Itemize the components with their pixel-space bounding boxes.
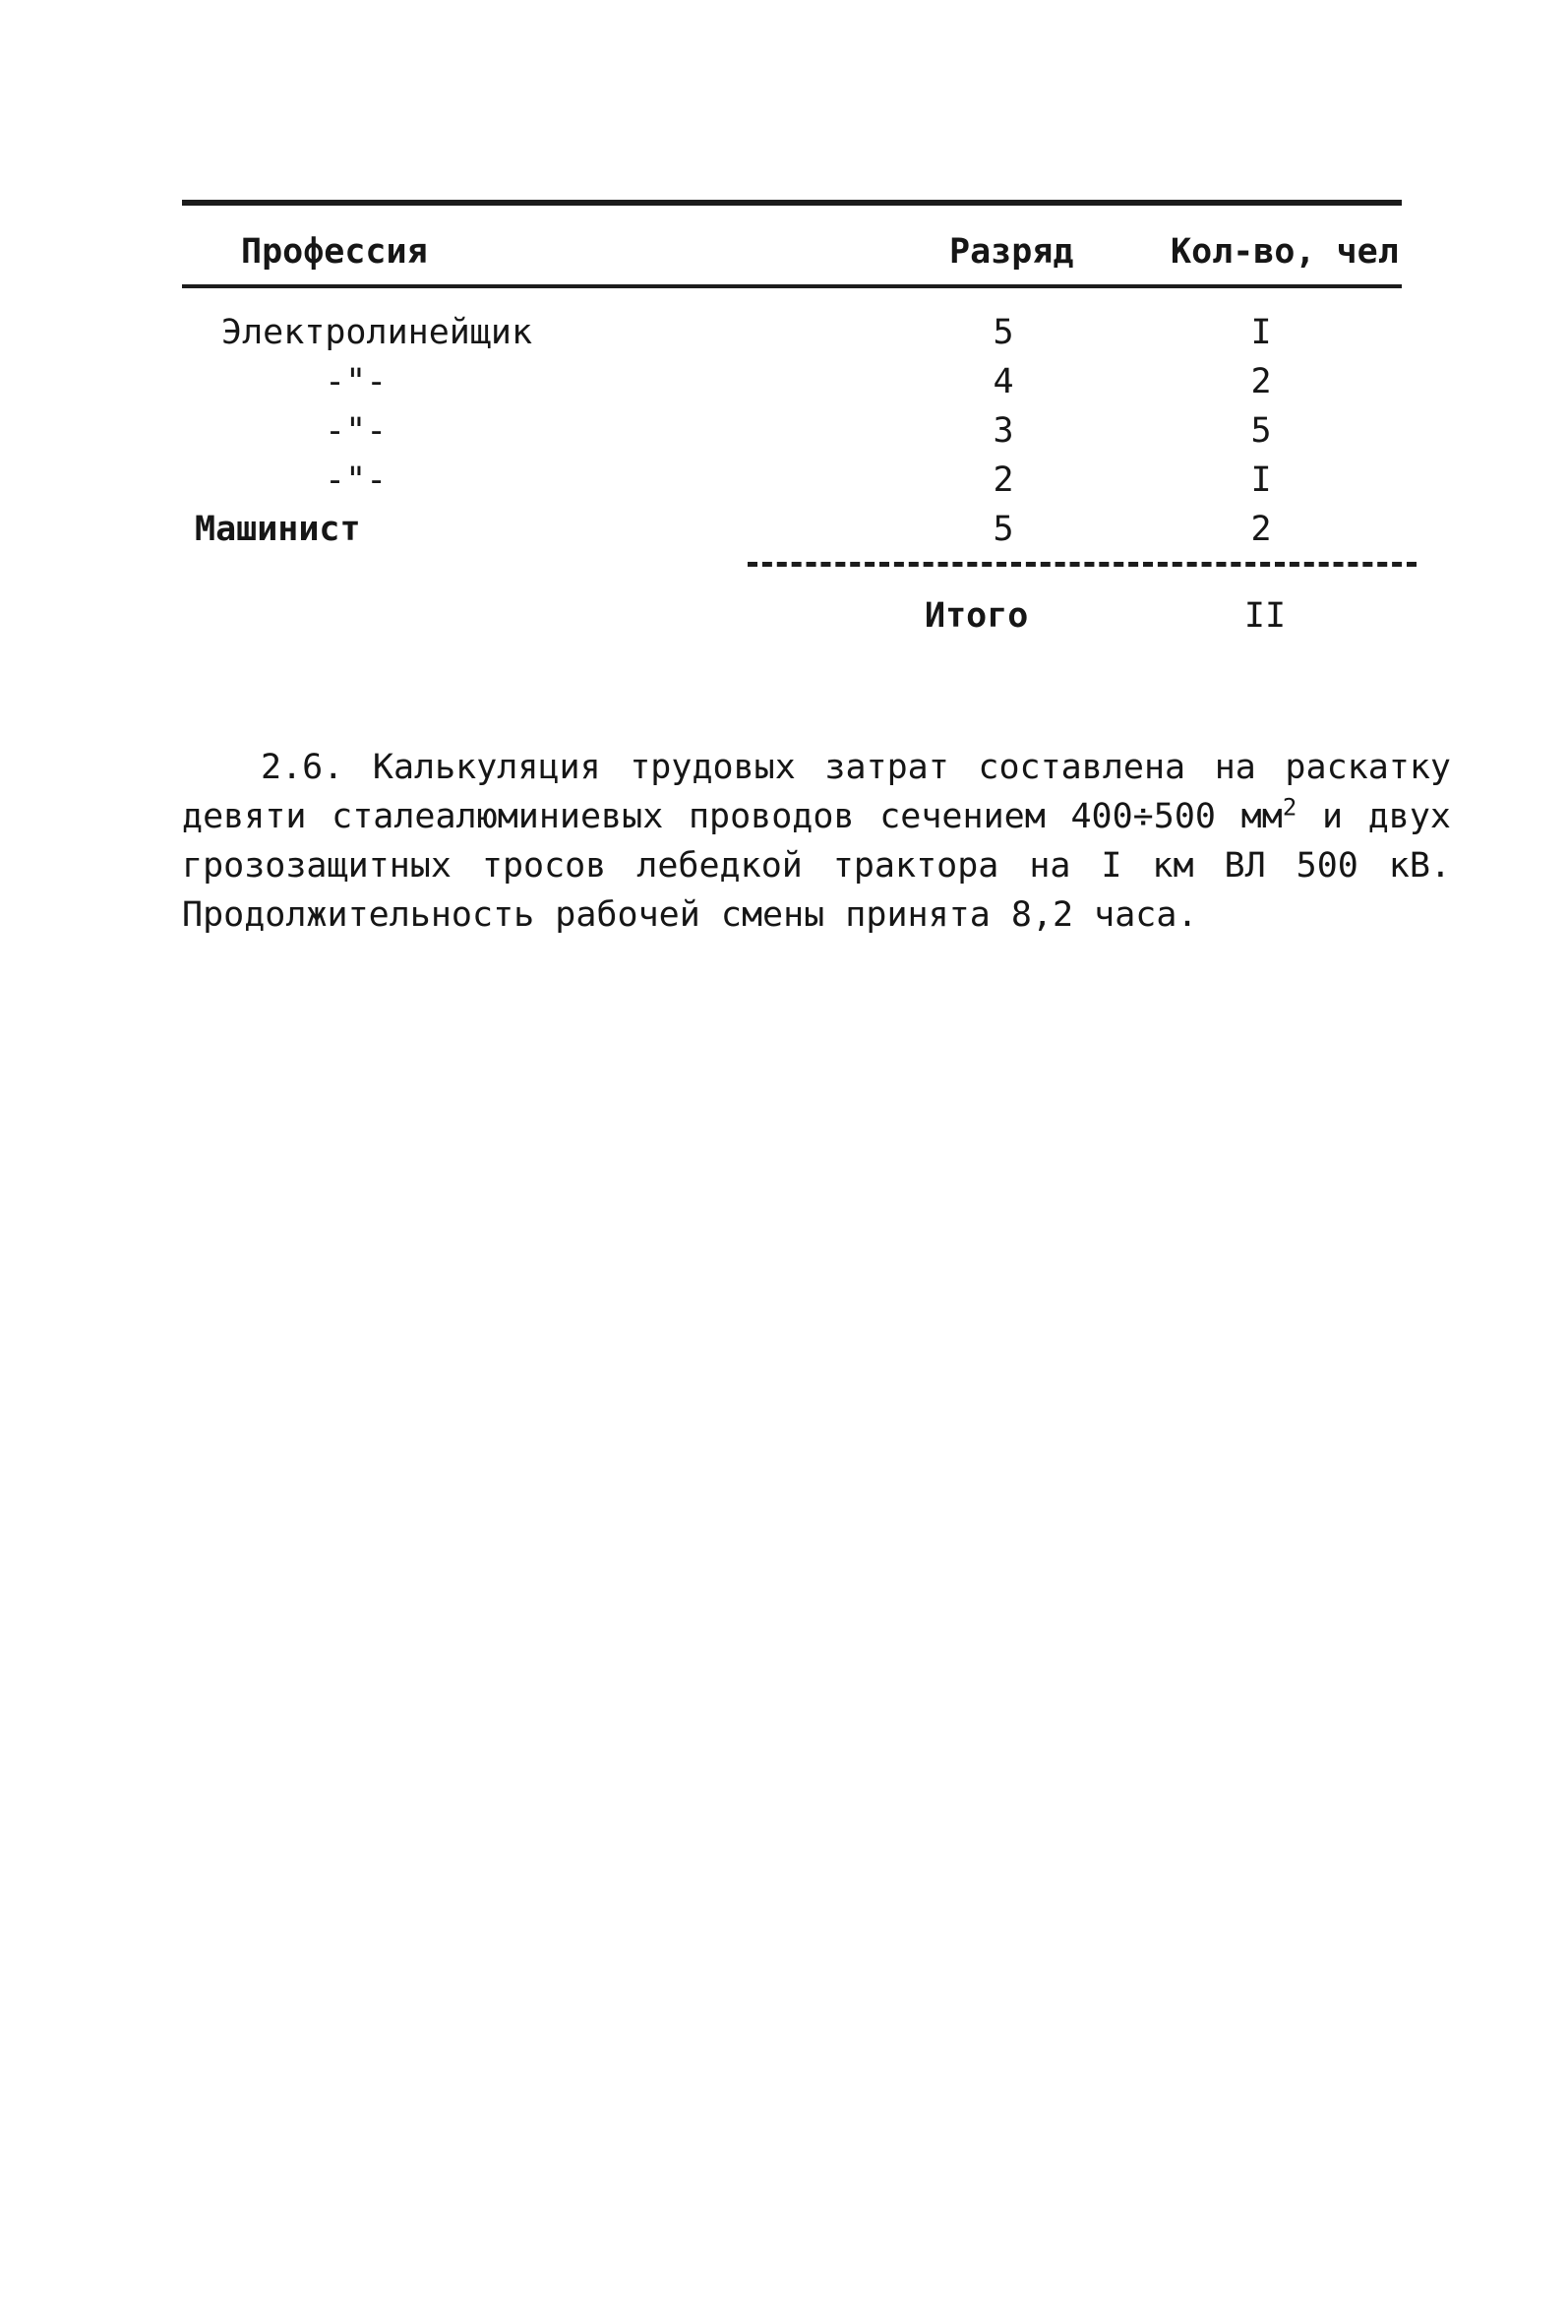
header-profession: Профессия bbox=[241, 232, 428, 272]
row-2-rank: 4 bbox=[993, 362, 1014, 401]
paragraph-text-part1: 2.6. Калькуляция трудовых затрат составлена на раскатку девяти сталеалюминиевых проводов сечением 400÷500 мм bbox=[182, 748, 1451, 836]
paragraph-superscript: 2 bbox=[1282, 793, 1297, 822]
table-top-rule bbox=[182, 200, 1402, 206]
row-1-profession: Электролинейщик bbox=[221, 313, 533, 352]
row-4-profession: -"- bbox=[325, 460, 388, 500]
total-label: Итого bbox=[925, 596, 1029, 636]
paragraph-text-part2: и двух грозозащитных тросов лебедкой трактора на I км ВЛ 500 кВ. Продолжительность рабочей смены принята 8,2 часа. bbox=[182, 797, 1451, 935]
row-5-profession: Машинист bbox=[195, 510, 361, 549]
row-4-rank: 2 bbox=[993, 460, 1014, 500]
total-dashed-rule bbox=[748, 562, 1417, 567]
row-2-profession: -"- bbox=[325, 362, 388, 401]
row-3-count: 5 bbox=[1250, 411, 1272, 451]
total-value: II bbox=[1243, 596, 1287, 636]
row-3-rank: 3 bbox=[993, 411, 1014, 451]
row-4-count: I bbox=[1250, 460, 1272, 500]
table-header-rule bbox=[182, 284, 1402, 288]
row-2-count: 2 bbox=[1250, 362, 1272, 401]
header-rank: Разряд bbox=[949, 232, 1074, 272]
row-1-rank: 5 bbox=[993, 313, 1014, 352]
row-5-rank: 5 bbox=[993, 510, 1014, 549]
row-3-profession: -"- bbox=[325, 411, 388, 451]
body-paragraph bbox=[182, 743, 1451, 940]
row-5-count: 2 bbox=[1250, 510, 1272, 549]
row-1-count: I bbox=[1250, 313, 1272, 352]
header-count: Кол-во, чел bbox=[1171, 232, 1399, 272]
